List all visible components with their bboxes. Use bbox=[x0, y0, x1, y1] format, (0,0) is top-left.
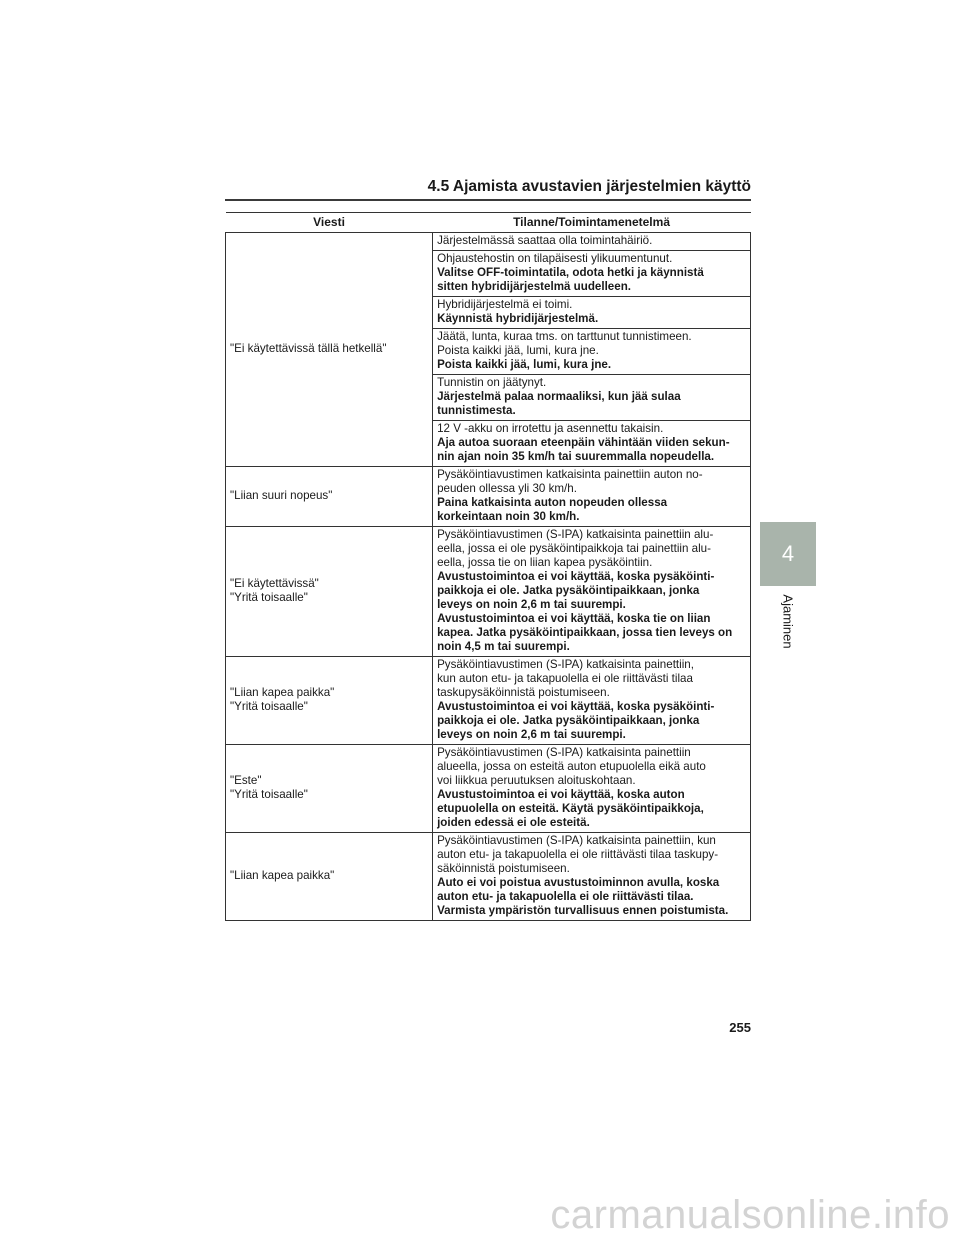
situation-cell bbox=[433, 833, 751, 921]
message-cell bbox=[226, 467, 433, 527]
situation-cell bbox=[433, 233, 751, 251]
action-text: Avustustoimintoa ei voi käyttää, koska pysäköinti- bbox=[437, 570, 715, 583]
chapter-number: 4 bbox=[781, 541, 795, 566]
situation-cell bbox=[433, 657, 751, 745]
table-row bbox=[226, 233, 751, 251]
situation-text: Hybridijärjestelmä ei toimi. bbox=[437, 298, 573, 311]
table-header-row bbox=[226, 213, 751, 233]
action-text: Avustustoimintoa ei voi käyttää, koska pysäköinti- bbox=[437, 700, 715, 713]
action-text: tunnistimesta. bbox=[437, 404, 516, 417]
action-text: Valitse OFF-toimintatila, odota hetki ja käynnistä bbox=[437, 266, 704, 279]
situation-cell bbox=[433, 527, 751, 657]
situation-text: Pysäköintiavustimen katkaisinta painettiin auton no- bbox=[437, 468, 703, 481]
column-header-situation: Tilanne/Toimintamenetelmä bbox=[433, 213, 751, 233]
page-number: 255 bbox=[729, 1020, 751, 1035]
message-text: "Liian kapea paikka" bbox=[230, 686, 335, 699]
message-table bbox=[225, 212, 751, 921]
situation-text: Pysäköintiavustimen (S-IPA) katkaisinta painettiin, bbox=[437, 658, 694, 671]
situation-text: voi liikkua peruutuksen aloituskohtaan. bbox=[437, 774, 636, 787]
situation-text: 12 V -akku on irrotettu ja asennettu takaisin. bbox=[437, 422, 664, 435]
table-row bbox=[226, 467, 751, 527]
action-text: Auto ei voi poistua avustustoiminnon avulla, koska bbox=[437, 876, 720, 889]
situation-text: taskupysäköinnistä poistumiseen. bbox=[437, 686, 610, 699]
chapter-label: Ajaminen bbox=[780, 593, 796, 649]
action-text: Poista kaikki jää, lumi, kura jne. bbox=[437, 358, 612, 371]
action-text: leveys on noin 2,6 m tai suurempi. bbox=[437, 598, 626, 611]
action-text: etupuolella on esteitä. Käytä pysäköintipaikkoja, bbox=[437, 802, 704, 815]
message-text: "Liian suuri nopeus" bbox=[230, 489, 333, 502]
message-cell bbox=[226, 657, 433, 745]
message-text: "Ei käytettävissä" bbox=[230, 577, 319, 590]
chapter-tab bbox=[760, 522, 816, 586]
situation-text: Järjestelmässä saattaa olla toimintahäiriö. bbox=[437, 234, 653, 247]
action-text: nin ajan noin 35 km/h tai suuremmalla nopeudella. bbox=[437, 450, 715, 463]
action-text: noin 4,5 m tai suurempi. bbox=[437, 640, 570, 653]
situation-cell bbox=[433, 251, 751, 297]
message-cell bbox=[226, 833, 433, 921]
situation-text: Pysäköintiavustimen (S-IPA) katkaisinta painettiin, kun bbox=[437, 834, 716, 847]
action-text: leveys on noin 2,6 m tai suurempi. bbox=[437, 728, 626, 741]
action-text: Avustustoimintoa ei voi käyttää, koska auton bbox=[437, 788, 685, 801]
situation-text: peuden ollessa yli 30 km/h. bbox=[437, 482, 577, 495]
table-body bbox=[226, 233, 751, 921]
message-text: "Liian kapea paikka" bbox=[230, 869, 335, 882]
column-header-message: Viesti bbox=[226, 213, 433, 233]
table-row bbox=[226, 745, 751, 833]
message-cell bbox=[226, 527, 433, 657]
action-text: kapea. Jatka pysäköintipaikkaan, jossa tien leveys on bbox=[437, 626, 733, 639]
action-text: Avustustoimintoa ei voi käyttää, koska tie on liian bbox=[437, 612, 711, 625]
action-text: korkeintaan noin 30 km/h. bbox=[437, 510, 580, 523]
action-text: Paina katkaisinta auton nopeuden ollessa bbox=[437, 496, 668, 509]
situation-text: kun auton etu- ja takapuolella ei ole riittävästi tilaa bbox=[437, 672, 693, 685]
action-text: joiden edessä ei ole esteitä. bbox=[437, 816, 590, 829]
section-title: 4.5 Ajamista avustavien järjestelmien käyttö bbox=[427, 178, 751, 195]
situation-cell bbox=[433, 297, 751, 329]
situation-cell bbox=[433, 421, 751, 467]
action-text: paikkoja ei ole. Jatka pysäköintipaikkaan, jonka bbox=[437, 714, 700, 727]
message-text: "Yritä toisaalle" bbox=[230, 700, 308, 713]
situation-cell bbox=[433, 375, 751, 421]
chapter-label-container bbox=[760, 586, 816, 656]
header-divider bbox=[225, 199, 751, 201]
situation-text: Poista kaikki jää, lumi, kura jne. bbox=[437, 344, 599, 357]
situation-text: Jäätä, lunta, kuraa tms. on tarttunut tunnistimeen. bbox=[437, 330, 692, 343]
action-text: paikkoja ei ole. Jatka pysäköintipaikkaan, jonka bbox=[437, 584, 700, 597]
message-text: "Este" bbox=[230, 774, 262, 787]
situation-text: Pysäköintiavustimen (S-IPA) katkaisinta painettiin bbox=[437, 746, 691, 759]
situation-cell bbox=[433, 467, 751, 527]
action-text: Aja autoa suoraan eteenpäin vähintään viiden sekun- bbox=[437, 436, 730, 449]
situation-cell bbox=[433, 329, 751, 375]
message-cell bbox=[226, 745, 433, 833]
action-text: sitten hybridijärjestelmä uudelleen. bbox=[437, 280, 632, 293]
action-text: Järjestelmä palaa normaaliksi, kun jää sulaa bbox=[437, 390, 681, 403]
situation-text: Ohjaustehostin on tilapäisesti ylikuumentunut. bbox=[437, 252, 673, 265]
message-text: "Yritä toisaalle" bbox=[230, 591, 308, 604]
message-cell bbox=[226, 233, 433, 467]
situation-text: eella, jossa ei ole pysäköintipaikkoja tai painettiin alu- bbox=[437, 542, 711, 555]
situation-text: alueella, jossa on esteitä auton etupuolella eikä auto bbox=[437, 760, 706, 773]
watermark: carmanualsonline.info bbox=[550, 1193, 950, 1237]
situation-text: säköinnistä poistumiseen. bbox=[437, 862, 570, 875]
situation-text: Tunnistin on jäätynyt. bbox=[437, 376, 547, 389]
situation-cell bbox=[433, 745, 751, 833]
action-text: Käynnistä hybridijärjestelmä. bbox=[437, 312, 599, 325]
table-row bbox=[226, 833, 751, 921]
table-row bbox=[226, 657, 751, 745]
message-text: "Yritä toisaalle" bbox=[230, 788, 308, 801]
action-text: Varmista ympäristön turvallisuus ennen poistumista. bbox=[437, 904, 729, 917]
table-row bbox=[226, 527, 751, 657]
situation-text: eella, jossa tie on liian kapea pysäköintiin. bbox=[437, 556, 653, 569]
situation-text: auton etu- ja takapuolella ei ole riittävästi tilaa taskupy- bbox=[437, 848, 719, 861]
situation-text: Pysäköintiavustimen (S-IPA) katkaisinta painettiin alu- bbox=[437, 528, 714, 541]
action-text: auton etu- ja takapuolella ei ole riittävästi tilaa. bbox=[437, 890, 694, 903]
message-text: "Ei käytettävissä tällä hetkellä" bbox=[230, 342, 387, 355]
